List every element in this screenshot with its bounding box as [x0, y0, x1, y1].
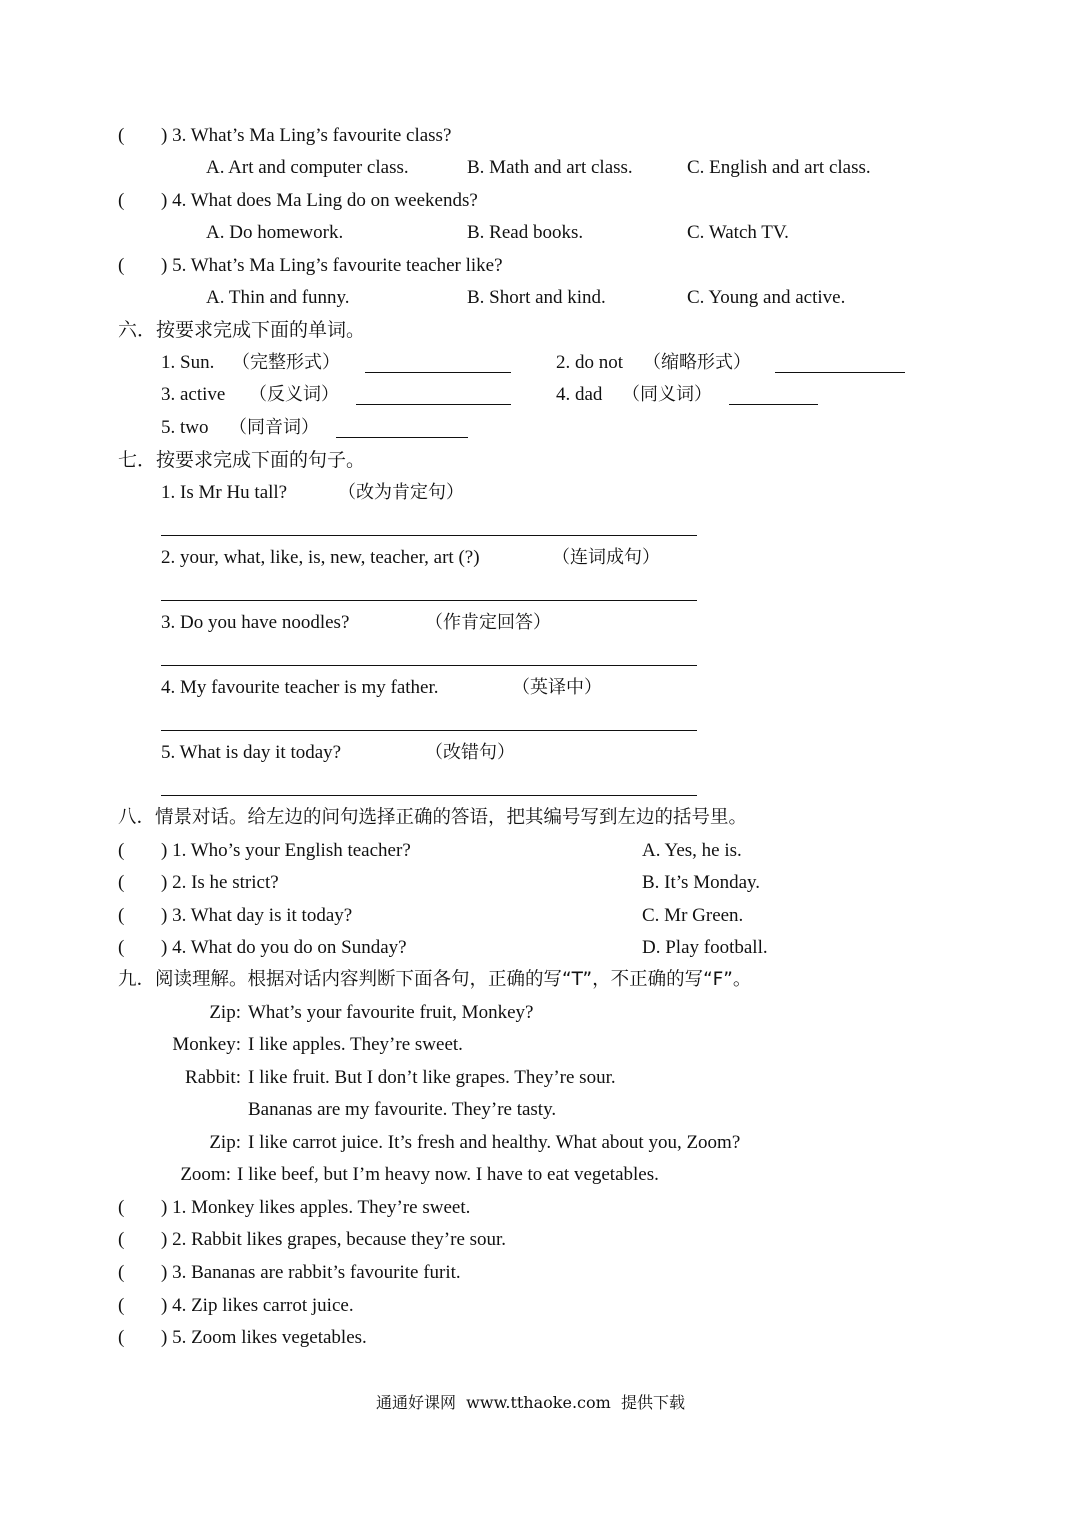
- speaker-name: Rabbit:: [185, 1067, 241, 1088]
- word-hint: （同音词）: [229, 417, 319, 438]
- dialogue-line: I like fruit. But I don’t like grapes. They’re sour.: [248, 1067, 616, 1088]
- option-b: B. Math and art class.: [467, 157, 633, 178]
- sentence-hint: （连词成句）: [552, 547, 660, 568]
- sentence-item: 1. Is Mr Hu tall?: [161, 482, 288, 503]
- answer-paren: (: [118, 905, 125, 926]
- answer-paren: (: [118, 840, 125, 861]
- dialogue-line: Bananas are my favourite. They’re tasty.: [248, 1099, 557, 1120]
- answer-paren: (: [118, 937, 125, 958]
- speaker-name: Zip:: [209, 1132, 241, 1153]
- word-hint: （反义词）: [249, 384, 339, 405]
- dialogue-line: I like beef, but I’m heavy now. I have to eat vegetables.: [237, 1164, 659, 1185]
- word-item: 4. dad: [556, 384, 603, 405]
- tf-statement: ) 2. Rabbit likes grapes, because they’re sour.: [161, 1229, 507, 1250]
- sentence-hint: （改为肯定句）: [338, 482, 464, 503]
- sentence-item: 2. your, what, like, is, new, teacher, art (?): [161, 547, 480, 568]
- dialogue-question: ) 4. What do you do on Sunday?: [161, 937, 407, 958]
- dialogue-line: I like apples. They’re sweet.: [248, 1034, 463, 1055]
- sentence-answer-line[interactable]: [161, 535, 697, 536]
- section-8-heading: 八．情景对话。给左边的问句选择正确的答语，把其编号写到左边的括号里。: [118, 807, 748, 828]
- page-footer: 通通好课网 www.tthaoke.com 提供下载: [376, 1393, 685, 1412]
- dialogue-answer: D. Play football.: [642, 937, 768, 958]
- word-blank[interactable]: [336, 437, 468, 438]
- word-item: 2. do not: [556, 352, 624, 373]
- answer-paren: (: [118, 1262, 125, 1283]
- speaker-name: Monkey:: [172, 1034, 241, 1055]
- word-blank[interactable]: [356, 404, 511, 405]
- dialogue-question: ) 1. Who’s your English teacher?: [161, 840, 411, 861]
- dialogue-question: ) 2. Is he strict?: [161, 872, 279, 893]
- option-c: C. Watch TV.: [687, 222, 789, 243]
- answer-paren: (: [118, 1295, 125, 1316]
- sentence-item: 4. My favourite teacher is my father.: [161, 677, 439, 698]
- sentence-item: 5. What is day it today?: [161, 742, 342, 763]
- sentence-hint: （改错句）: [425, 742, 515, 763]
- tf-statement: ) 3. Bananas are rabbit’s favourite furit.: [161, 1262, 461, 1283]
- dialogue-line: I like carrot juice. It’s fresh and healthy. What about you, Zoom?: [248, 1132, 741, 1153]
- option-a: A. Thin and funny.: [206, 287, 350, 308]
- sentence-hint: （作肯定回答）: [425, 612, 551, 633]
- dialogue-answer: B. It’s Monday.: [642, 872, 761, 893]
- answer-paren: (: [118, 125, 125, 146]
- word-hint: （同义词）: [622, 384, 712, 405]
- question-stem: ) 3. What’s Ma Ling’s favourite class?: [161, 125, 452, 146]
- answer-paren: (: [118, 190, 125, 211]
- speaker-name: Zip:: [209, 1002, 241, 1023]
- word-item: 3. active: [161, 384, 226, 405]
- speaker-name: Zoom:: [180, 1164, 231, 1185]
- option-b: B. Short and kind.: [467, 287, 606, 308]
- answer-paren: (: [118, 255, 125, 276]
- answer-paren: (: [118, 1327, 125, 1348]
- word-hint: （缩略形式）: [643, 352, 751, 373]
- word-blank[interactable]: [729, 404, 818, 405]
- word-hint: （完整形式）: [232, 352, 340, 373]
- section-9-heading: 九．阅读理解。根据对话内容判断下面各句，正确的写“T”，不正确的写“F”。: [118, 969, 752, 990]
- tf-statement: ) 1. Monkey likes apples. They’re sweet.: [161, 1197, 471, 1218]
- word-blank[interactable]: [365, 372, 511, 373]
- section-6-heading: 六．按要求完成下面的单词。: [118, 319, 366, 341]
- option-c: C. English and art class.: [687, 157, 871, 178]
- word-item: 5. two: [161, 417, 209, 438]
- answer-paren: (: [118, 1197, 125, 1218]
- sentence-answer-line[interactable]: [161, 795, 697, 796]
- question-stem: ) 4. What does Ma Ling do on weekends?: [161, 190, 478, 211]
- tf-statement: ) 5. Zoom likes vegetables.: [161, 1327, 367, 1348]
- answer-paren: (: [118, 1229, 125, 1250]
- dialogue-answer: C. Mr Green.: [642, 905, 744, 926]
- dialogue-line: What’s your favourite fruit, Monkey?: [248, 1002, 534, 1023]
- option-a: A. Art and computer class.: [206, 157, 409, 178]
- option-b: B. Read books.: [467, 222, 584, 243]
- option-a: A. Do homework.: [206, 222, 344, 243]
- dialogue-answer: A. Yes, he is.: [642, 840, 742, 861]
- tf-statement: ) 4. Zip likes carrot juice.: [161, 1295, 354, 1316]
- sentence-answer-line[interactable]: [161, 730, 697, 731]
- answer-paren: (: [118, 872, 125, 893]
- section-7-heading: 七．按要求完成下面的句子。: [118, 449, 366, 471]
- question-stem: ) 5. What’s Ma Ling’s favourite teacher like?: [161, 255, 503, 276]
- sentence-answer-line[interactable]: [161, 665, 697, 666]
- dialogue-question: ) 3. What day is it today?: [161, 905, 353, 926]
- word-blank[interactable]: [775, 372, 905, 373]
- sentence-item: 3. Do you have noodles?: [161, 612, 350, 633]
- sentence-hint: （英译中）: [512, 677, 602, 698]
- option-c: C. Young and active.: [687, 287, 846, 308]
- word-item: 1. Sun.: [161, 352, 215, 373]
- sentence-answer-line[interactable]: [161, 600, 697, 601]
